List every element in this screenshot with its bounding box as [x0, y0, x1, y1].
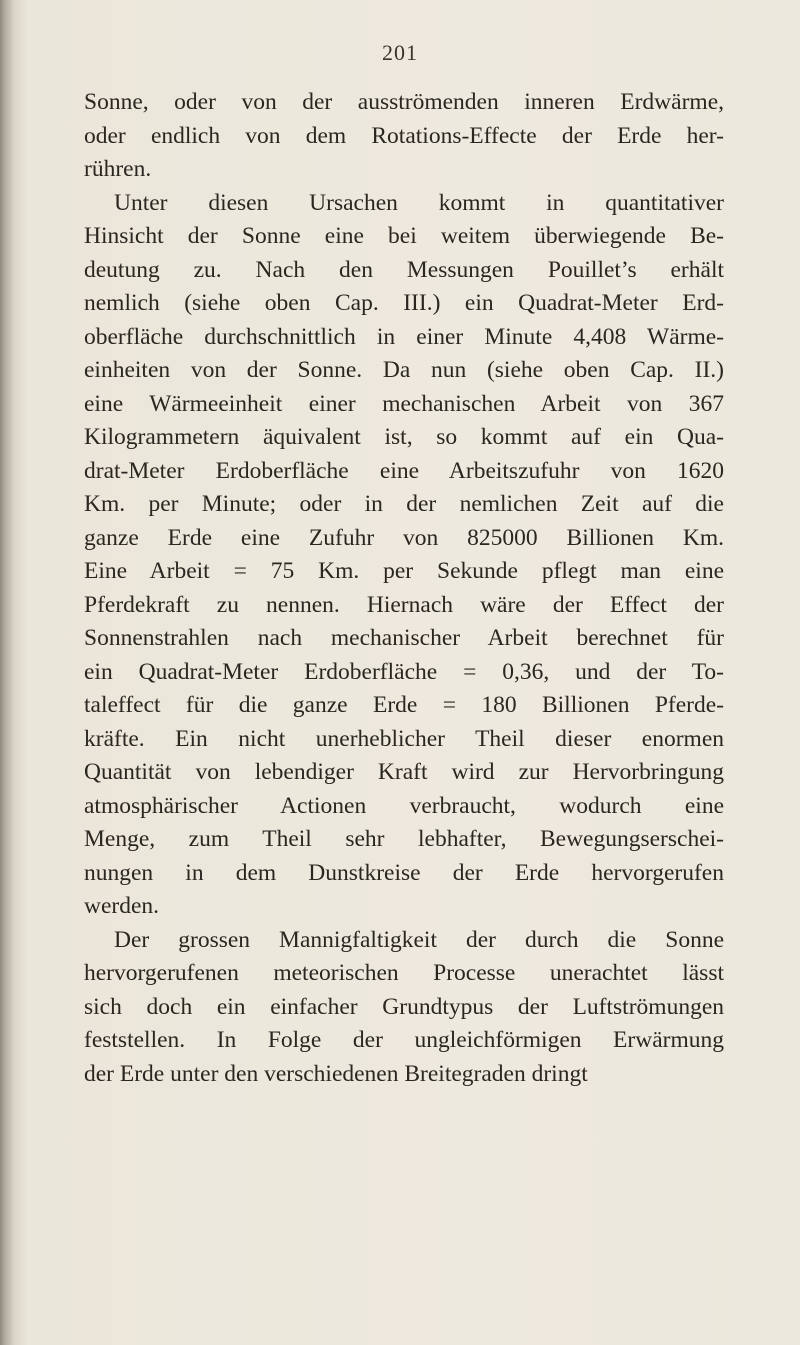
text-line: deutung zu. Nach den Messungen Pouillet’s erhält [84, 256, 724, 283]
text-line: hervorgerufenen meteorischen Processe unerachtet lässt [84, 960, 724, 986]
text-line: ganze Erde eine Zufuhr von 825000 Billionen Km. [84, 524, 724, 551]
text-line: Eine Arbeit = 75 Km. per Sekunde pflegt man eine [84, 558, 724, 584]
text-line: der Erde unter den verschiedenen Breitegraden dringt [84, 1060, 588, 1087]
text-line: oberfläche durchschnittlich in einer Minute 4,408 Wärme- [84, 323, 724, 350]
text-line: Kilogrammetern äquivalent ist, so kommt auf ein Qua- [84, 424, 724, 450]
text-line: Unter diesen Ursachen kommt in quantitativer [114, 189, 724, 216]
text-line: Hinsicht der Sonne eine bei weitem überwiegende Be- [84, 223, 724, 249]
text-line: Quantität von lebendiger Kraft wird zur Hervorbringung [84, 759, 724, 785]
text-line: Km. per Minute; oder in der nemlichen Zeit auf die [84, 491, 724, 517]
text-line: eine Wärmeeinheit einer mechanischen Arbeit von 367 [84, 390, 724, 417]
text-line: taleffect für die ganze Erde = 180 Billionen Pferde- [84, 692, 724, 718]
text-line: atmosphärischer Actionen verbraucht, wodurch eine [84, 792, 724, 819]
text-line: nungen in dem Dunstkreise der Erde hervorgerufen [84, 859, 724, 886]
text-line: feststellen. In Folge der ungleichförmigen Erwärmung [84, 1027, 724, 1053]
text-line: Menge, zum Theil sehr lebhafter, Bewegungserschei- [84, 826, 724, 852]
text-line: kräfte. Ein nicht unerheblicher Theil dieser enormen [84, 725, 724, 752]
text-line: sich doch ein einfacher Grundtypus der Luftströmungen [84, 993, 724, 1020]
text-line: Sonne, oder von der ausströmenden inneren Erdwärme, [84, 89, 724, 115]
text-line: einheiten von der Sonne. Da nun (siehe oben Cap. II.) [84, 357, 724, 383]
body-text [84, 86, 724, 1091]
text-line: ein Quadrat-Meter Erdoberfläche = 0,36, und der To- [84, 658, 724, 685]
text-line: Der grossen Mannigfaltigkeit der durch die Sonne [114, 926, 724, 953]
text-line: rühren. [84, 156, 152, 182]
text-line: drat-Meter Erdoberfläche eine Arbeitszufuhr von 1620 [84, 457, 724, 484]
text-line: oder endlich von dem Rotations-Effecte der Erde her- [84, 122, 724, 149]
text-line: Sonnenstrahlen nach mechanischer Arbeit berechnet für [84, 625, 724, 651]
text-line: nemlich (siehe oben Cap. III.) ein Quadrat-Meter Erd- [84, 290, 724, 316]
binding-gutter-shadow [0, 0, 14, 1345]
text-line: Pferdekraft zu nennen. Hiernach wäre der Effect der [84, 591, 724, 618]
text-line: werden. [84, 893, 160, 919]
page-number: 201 [382, 40, 418, 65]
